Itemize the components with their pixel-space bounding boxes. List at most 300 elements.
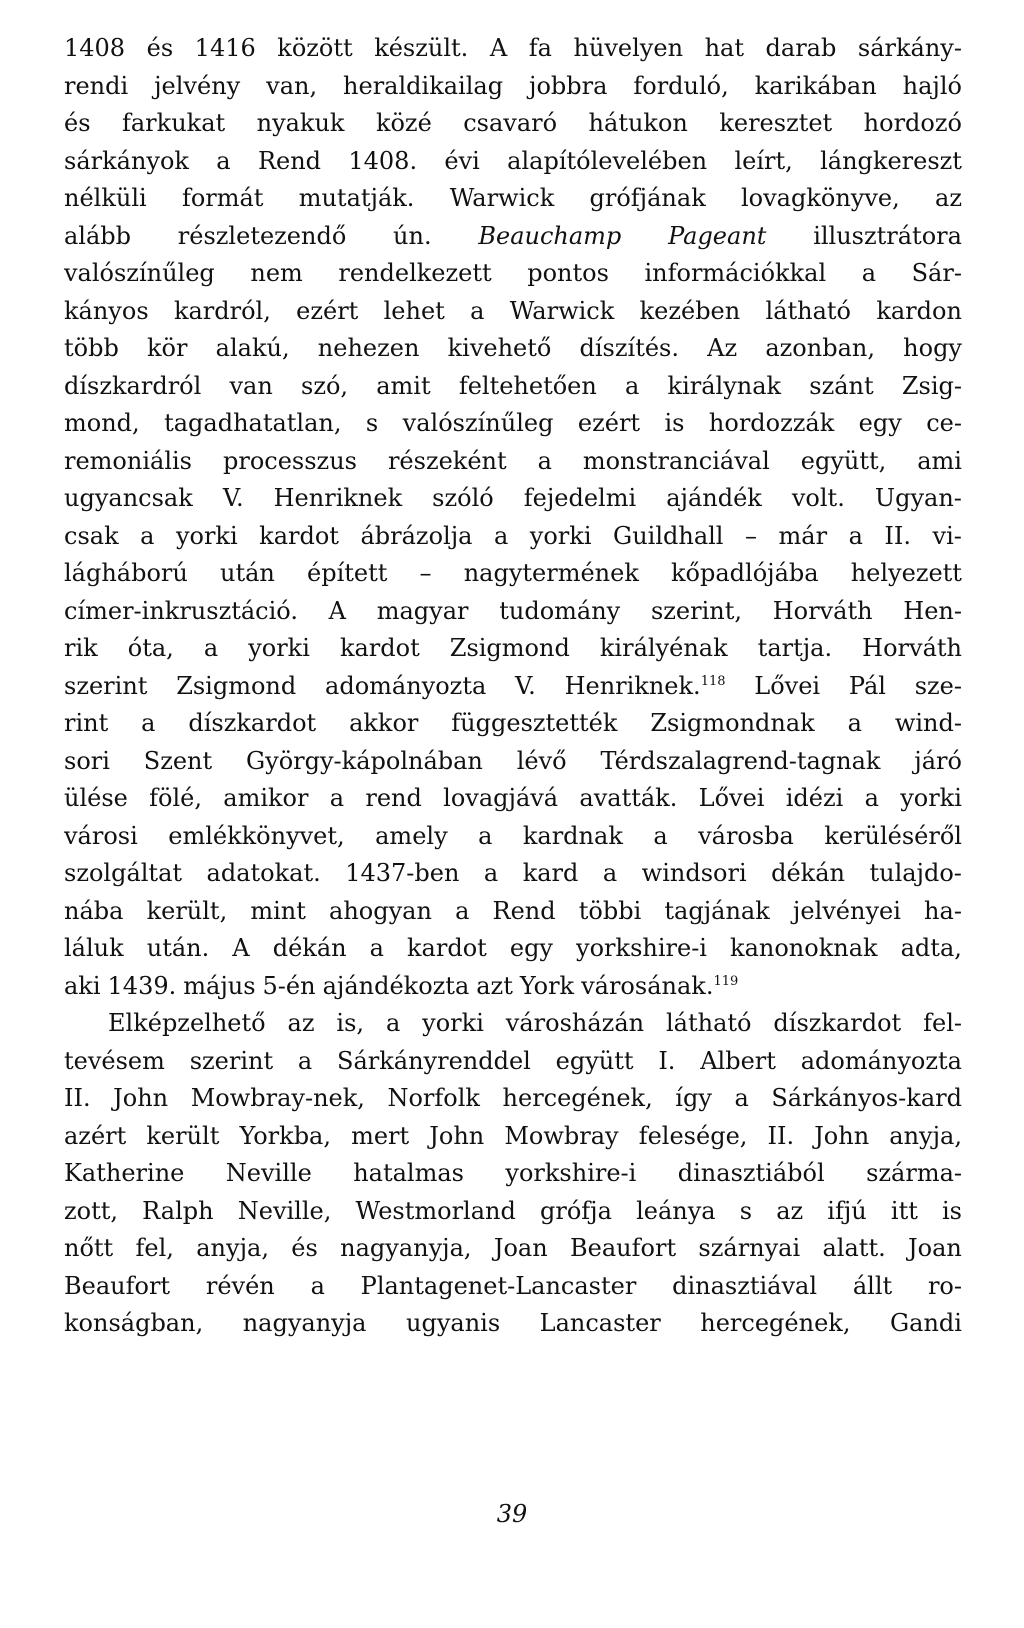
word: sze- xyxy=(914,671,962,700)
word: feltehetően xyxy=(458,371,597,400)
word: Zsigmond xyxy=(176,671,297,700)
word: grófjának xyxy=(589,184,706,212)
word: sori xyxy=(64,746,110,775)
word: láluk xyxy=(64,934,124,962)
word: Joan xyxy=(493,1234,548,1262)
text-line xyxy=(64,1193,962,1231)
word: is, xyxy=(336,1009,365,1037)
word: kard xyxy=(522,859,579,887)
word: került, xyxy=(146,896,228,925)
word: lévő xyxy=(516,746,567,775)
word: grófja xyxy=(540,1196,612,1225)
word: hüvelyen xyxy=(573,34,684,62)
text-line xyxy=(64,630,962,668)
word: csavaró xyxy=(463,109,558,137)
word: van, xyxy=(266,71,318,100)
word: Pál xyxy=(848,671,886,700)
word: hogy xyxy=(903,334,962,362)
word: a xyxy=(216,146,231,175)
word: hajló xyxy=(902,71,962,100)
word: szárma- xyxy=(866,1159,962,1187)
word: ülése xyxy=(64,784,128,812)
word: keresztet xyxy=(719,109,833,137)
word: szerint xyxy=(64,671,148,700)
word: ha- xyxy=(924,896,962,925)
word: valószínűleg xyxy=(402,409,554,437)
word: mert xyxy=(351,1121,410,1150)
word: a xyxy=(847,709,862,737)
word: avatták. xyxy=(579,784,678,812)
word: alakú, xyxy=(215,334,290,362)
word: a xyxy=(483,859,499,887)
word: alapítólevelében xyxy=(507,146,708,175)
word: sárkány- xyxy=(857,34,962,62)
word: Henriknek.$^{118}$ xyxy=(564,671,726,700)
text-line xyxy=(64,968,962,1006)
word: tulajdo- xyxy=(869,859,962,887)
word: 5-én xyxy=(262,971,316,1000)
word: Gandi xyxy=(889,1309,962,1337)
text-line xyxy=(64,1155,962,1193)
word: a xyxy=(861,259,877,287)
word: hercegének, xyxy=(700,1309,851,1337)
word: akkor xyxy=(349,709,419,737)
text-line xyxy=(64,330,962,368)
word: dékán xyxy=(771,859,845,887)
word: illusztrátora xyxy=(813,221,962,250)
word: a xyxy=(848,521,863,550)
word: a xyxy=(455,896,470,925)
word: nagyanyja, xyxy=(340,1234,472,1262)
word: 1416 xyxy=(194,34,256,62)
word: wind- xyxy=(894,709,962,737)
word: szerint, xyxy=(650,596,742,625)
word: Rend xyxy=(257,146,322,175)
word: John xyxy=(429,1121,485,1150)
word: yorki xyxy=(248,634,310,662)
word: lovagkönyve, xyxy=(741,184,900,212)
word: – xyxy=(419,559,432,587)
word: Szent xyxy=(143,746,213,775)
word: Sár- xyxy=(911,259,962,287)
word: magyar xyxy=(376,596,469,625)
word: a xyxy=(864,784,879,812)
word: nagyanyja xyxy=(242,1309,367,1337)
word: így xyxy=(675,1084,712,1112)
word: csak xyxy=(64,521,119,550)
word: amely xyxy=(375,821,448,850)
word: egy xyxy=(858,409,902,437)
word: információkkal xyxy=(644,259,827,287)
word: szárnyai xyxy=(698,1234,801,1262)
word: dékán xyxy=(272,934,347,962)
word: farkukat xyxy=(121,109,226,137)
word: amit xyxy=(376,371,431,400)
word: díszítés. xyxy=(579,334,679,362)
word: mutatják. xyxy=(298,184,415,212)
word: yorkshire-i xyxy=(576,934,707,962)
word: II. xyxy=(64,1084,91,1112)
word: heraldikailag xyxy=(343,71,504,100)
word: látható xyxy=(765,296,852,325)
text-line xyxy=(64,255,962,293)
word: városba xyxy=(698,821,794,850)
word: függesztették xyxy=(451,709,618,737)
word: együtt, xyxy=(800,446,887,475)
word: adatokat. xyxy=(206,859,321,887)
word: lángkereszt xyxy=(820,146,962,175)
word: Sárkányos-kard xyxy=(771,1084,962,1112)
word: Zsig- xyxy=(901,371,962,400)
word: alatt. xyxy=(822,1234,886,1262)
word: yorki xyxy=(422,1009,484,1037)
word: kányos xyxy=(64,296,149,325)
word: anyja, xyxy=(196,1234,269,1262)
word: felesége, xyxy=(638,1121,748,1150)
word: fejedelmi xyxy=(523,484,637,512)
word: nőtt xyxy=(64,1234,114,1262)
word: Térdszalagrend-tagnak xyxy=(600,746,881,775)
word: ugyancsak xyxy=(64,484,193,512)
text-line xyxy=(64,405,962,443)
word: ce- xyxy=(926,409,962,437)
word: azt xyxy=(476,971,513,1000)
text-line xyxy=(64,443,962,481)
word: volt. xyxy=(791,484,845,512)
text-line xyxy=(64,180,962,218)
word: szó, xyxy=(301,371,349,400)
word: nélküli xyxy=(64,184,147,212)
word: György-kápolnában xyxy=(245,746,483,775)
word: járó xyxy=(914,746,962,775)
word: a xyxy=(493,521,509,550)
word: kör xyxy=(147,334,188,362)
text-line xyxy=(64,143,962,181)
word: yorki xyxy=(900,784,962,812)
word: Zsigmond xyxy=(449,634,570,662)
word: a xyxy=(310,1271,325,1300)
footnote-ref: 118 xyxy=(700,673,726,689)
word: Ugyan- xyxy=(874,484,962,512)
word: május xyxy=(183,971,256,1000)
word: részletezendő xyxy=(177,221,347,250)
text-line xyxy=(64,218,962,256)
word: és xyxy=(64,109,91,137)
word: Mowbray xyxy=(504,1121,619,1150)
word: hercegének, xyxy=(502,1084,653,1112)
word: tagadhatatlan, xyxy=(164,409,342,437)
word: aki xyxy=(64,971,101,1000)
word: ajándék xyxy=(666,484,762,512)
word: Neville xyxy=(225,1159,312,1187)
word: fölé, xyxy=(149,784,202,812)
word: címer-inkrusztáció. xyxy=(64,596,298,625)
word: nehezen xyxy=(317,334,420,362)
word: is xyxy=(664,409,685,437)
word: Rend xyxy=(492,896,556,925)
word: készült. xyxy=(374,34,469,62)
word: díszkardról xyxy=(64,371,202,400)
word: Horváth xyxy=(862,634,962,662)
word: valószínűleg xyxy=(64,259,215,287)
word: az xyxy=(287,1009,315,1037)
word: hat xyxy=(704,34,744,62)
word: adományozta xyxy=(800,1046,962,1075)
word: – xyxy=(745,521,757,550)
word: hordozó xyxy=(863,109,962,137)
word: II. xyxy=(884,521,911,550)
text-line xyxy=(64,555,962,593)
word: van xyxy=(229,371,273,400)
text-line xyxy=(64,818,962,856)
word: Albert xyxy=(700,1046,776,1075)
word: látható xyxy=(666,1009,752,1037)
word: után. xyxy=(146,934,210,962)
word: Horváth xyxy=(772,596,873,625)
word: ajándékozta xyxy=(322,971,470,1000)
word: kardot xyxy=(339,634,420,662)
word: Lővei xyxy=(754,671,821,700)
word: I. xyxy=(658,1046,676,1075)
word: remoniális xyxy=(64,446,192,475)
word: York xyxy=(519,971,575,1000)
word: kardot xyxy=(407,934,487,962)
word: részeként xyxy=(387,446,507,475)
word: került xyxy=(146,1121,220,1150)
word: nyakuk xyxy=(256,109,345,137)
word: Norfolk xyxy=(387,1084,480,1112)
word: Beaufort xyxy=(64,1271,171,1300)
word: fa xyxy=(528,34,552,62)
word: a xyxy=(385,1009,401,1037)
word: mond, xyxy=(64,409,140,437)
word: Beaufort xyxy=(570,1234,677,1262)
word: kőpadlójába xyxy=(671,559,819,587)
word: azért xyxy=(64,1121,127,1150)
word: Lővei xyxy=(698,784,765,812)
text-line xyxy=(64,1043,962,1081)
text-line xyxy=(64,893,962,931)
word: Warwick xyxy=(449,184,555,212)
body-text xyxy=(64,30,962,1343)
word: a xyxy=(537,446,552,475)
text-line xyxy=(64,668,962,706)
word: jelvény xyxy=(154,71,241,100)
word: nába xyxy=(64,896,124,925)
word: rik xyxy=(64,634,98,662)
text-line xyxy=(64,1305,962,1343)
word: sárkányok xyxy=(64,146,189,175)
word: rend xyxy=(365,784,422,812)
word: monstranciával xyxy=(582,446,770,475)
word: szerint xyxy=(189,1046,274,1075)
word: díszkardot xyxy=(188,709,317,737)
word: városának.$^{119}$ xyxy=(581,971,739,1000)
text-line xyxy=(64,1118,962,1156)
word: Beauchamp xyxy=(478,221,622,250)
word: Sárkányrenddel xyxy=(337,1046,531,1075)
word: windsori xyxy=(641,859,747,887)
word: yorki xyxy=(175,521,238,550)
word: Hen- xyxy=(903,596,962,625)
word: ifjú xyxy=(827,1196,867,1225)
word: darab xyxy=(765,34,837,62)
word: a xyxy=(203,634,219,662)
word: kezében xyxy=(639,296,741,325)
word: s xyxy=(365,409,379,437)
word: leánya xyxy=(636,1196,716,1225)
word: 1439. xyxy=(107,971,177,1000)
word: királynak xyxy=(667,371,782,400)
word: hordozzák xyxy=(708,409,835,437)
word: Az xyxy=(707,334,738,362)
word: vi- xyxy=(932,521,962,550)
word: Elképzelhető xyxy=(108,1009,266,1037)
text-line xyxy=(64,68,962,106)
word: Mowbray-nek, xyxy=(190,1084,365,1112)
word: tagjának xyxy=(664,896,770,925)
word: a xyxy=(602,859,618,887)
word: V. xyxy=(515,671,536,700)
word: szánt xyxy=(809,371,874,400)
word: A xyxy=(232,934,250,962)
word: A xyxy=(489,34,508,62)
word: helyezett xyxy=(850,559,962,587)
word: idézi xyxy=(785,784,844,812)
word: azonban, xyxy=(765,334,875,362)
word: ro- xyxy=(927,1271,962,1300)
word: emlékkönyvet, xyxy=(168,821,345,850)
word: pontos xyxy=(527,259,609,287)
text-line xyxy=(64,1230,962,1268)
text-line xyxy=(64,593,962,631)
word: révén xyxy=(205,1271,275,1300)
word: rendelkezett xyxy=(338,259,492,287)
word: a xyxy=(734,1084,749,1112)
word: leírt, xyxy=(734,146,793,175)
word: amikor xyxy=(223,784,309,812)
word: 1437-ben xyxy=(345,859,460,887)
word: A xyxy=(328,596,347,625)
word: Guildhall xyxy=(613,521,724,550)
word: ábrázolja xyxy=(360,521,473,550)
word: királyénak xyxy=(599,634,728,662)
word: a xyxy=(141,709,156,737)
word: kanonoknak xyxy=(730,934,878,962)
word: mint xyxy=(250,896,306,925)
word: konságban, xyxy=(64,1309,204,1337)
word: kardot xyxy=(259,521,339,550)
word: szóló xyxy=(432,484,494,512)
word: is xyxy=(942,1196,962,1225)
word: Warwick xyxy=(509,296,615,325)
word: Lancaster xyxy=(539,1309,661,1337)
word: John xyxy=(814,1121,870,1150)
word: Yorkba, xyxy=(239,1121,331,1150)
text-line xyxy=(64,1268,962,1306)
word: közé xyxy=(375,109,432,137)
word: lehet xyxy=(383,296,445,325)
word: városházán xyxy=(505,1009,645,1037)
text-line xyxy=(64,1080,962,1118)
word: az xyxy=(935,184,962,212)
word: a xyxy=(369,934,384,962)
word: dinasztiából xyxy=(677,1159,825,1187)
word: állt xyxy=(852,1271,893,1300)
word: kardon xyxy=(876,296,962,325)
word: karikában xyxy=(754,71,877,100)
word: több xyxy=(64,334,119,362)
word: dinasztiával xyxy=(672,1271,818,1300)
word: II. xyxy=(767,1121,795,1150)
word: nagytermének xyxy=(463,559,639,587)
word: ahogyan xyxy=(329,896,432,925)
word: szolgáltat xyxy=(64,859,183,887)
word: együtt xyxy=(555,1046,634,1075)
word: 1408 xyxy=(64,34,126,62)
word: Katherine xyxy=(64,1159,185,1187)
word: processzus xyxy=(222,446,357,475)
word: Ralph xyxy=(142,1196,214,1225)
word: 1408. xyxy=(348,146,418,175)
word: kardnak xyxy=(522,821,623,850)
word: kerüléséről xyxy=(824,821,962,850)
word: Henriknek xyxy=(273,484,403,512)
word: V. xyxy=(222,484,244,512)
word: Pageant xyxy=(668,221,767,250)
word: rint xyxy=(64,709,109,737)
word: épített xyxy=(307,559,388,587)
word: hátukon xyxy=(588,109,688,137)
word: az xyxy=(776,1196,804,1225)
word: Westmorland xyxy=(355,1196,516,1225)
text-line xyxy=(64,855,962,893)
word: lágháború xyxy=(64,559,188,587)
word: ami xyxy=(917,446,962,475)
text-line xyxy=(64,368,962,406)
text-line xyxy=(64,930,962,968)
word: kardról, xyxy=(173,296,271,325)
footnote-ref: 119 xyxy=(713,973,739,989)
word: egy xyxy=(509,934,553,962)
word: lovagjává xyxy=(443,784,559,812)
word: Zsigmondnak xyxy=(650,709,815,737)
word: rendi xyxy=(64,71,129,100)
word: itt xyxy=(890,1196,918,1225)
text-line xyxy=(64,705,962,743)
word: zott, xyxy=(64,1196,119,1225)
word: díszkardot xyxy=(773,1009,902,1037)
text-line xyxy=(64,105,962,143)
word: a xyxy=(329,784,345,812)
word: John xyxy=(113,1084,169,1112)
text-line xyxy=(64,1005,962,1043)
word: ugyanis xyxy=(406,1309,501,1337)
word: a xyxy=(653,821,668,850)
word: többi xyxy=(578,896,642,925)
word: után xyxy=(220,559,275,587)
word: és xyxy=(291,1234,318,1262)
word: a xyxy=(625,371,640,400)
text-line xyxy=(64,293,962,331)
word: jobbra xyxy=(529,71,608,100)
word: anyja, xyxy=(889,1121,962,1150)
word: városi xyxy=(64,821,138,850)
word: tevésem xyxy=(64,1046,165,1075)
text-line xyxy=(64,30,962,68)
word: s xyxy=(739,1196,753,1225)
page-number: 39 xyxy=(496,1500,528,1528)
